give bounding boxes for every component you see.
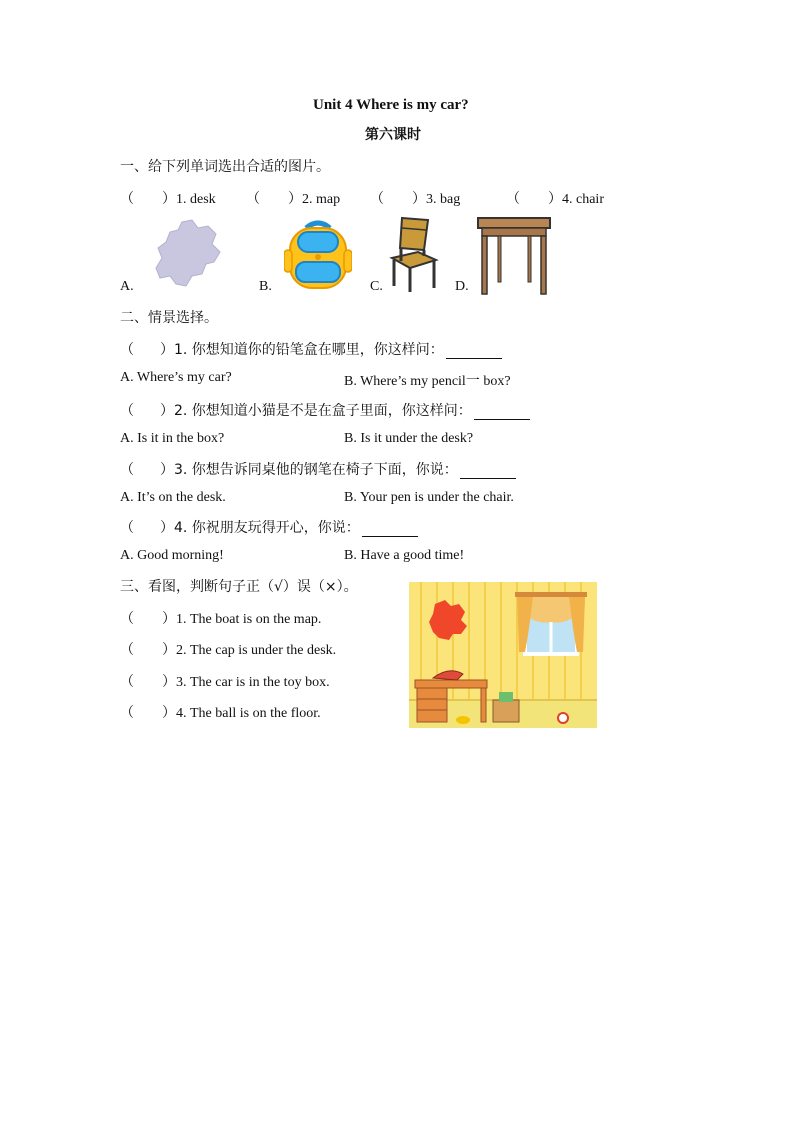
item-text: 3. bag [426,192,461,207]
close-paren: ） [412,191,426,207]
open-paren: （ [120,611,134,627]
close-paren: ） [162,674,176,690]
close-paren: ） [160,403,174,419]
close-paren: ） [162,705,176,721]
item-text: 2. The cap is under the desk. [176,643,337,658]
close-paren: ） [162,191,176,207]
question-text: 1. 你想知道你的铅笔盒在哪里，你这样问： [174,342,444,358]
open-paren: （ [120,520,134,536]
section3-item [120,671,330,691]
option-a: A. It’s on the desk. [120,490,226,505]
section3-heading: 三、看图，判断句子正（√）误（×）。 [120,579,358,595]
option-b: B. Have a good time! [344,548,465,563]
section2-question [120,400,530,420]
close-paren: ） [162,642,176,658]
section1-item [246,188,340,208]
backpack-icon [284,220,352,292]
item-text: 4. The ball is on the floor. [176,706,321,721]
option-label-c: C. [370,279,383,294]
question-text: 3. 你想告诉同桌他的钢笔在椅子下面，你说： [174,462,458,478]
section1-item [506,188,604,208]
map-icon [152,218,224,290]
question-text: 2. 你想知道小猫是不是在盒子里面，你这样问： [174,403,472,419]
open-paren: （ [120,191,134,207]
close-paren: ） [288,191,302,207]
item-text: 1. desk [176,192,216,207]
option-a: A. Where’s my car? [120,370,232,385]
item-text: 3. The car is in the toy box. [176,675,330,690]
open-paren: （ [370,191,384,207]
option-label-a: A. [120,279,134,294]
section1-item [120,188,216,208]
option-b: B. Where’s my pencil一 box? [344,374,511,389]
section3-item [120,702,321,722]
room-scene-illustration [409,582,597,728]
option-label-d: D. [455,279,469,294]
open-paren: （ [120,403,134,419]
section1-heading: 一、给下列单词选出合适的图片。 [120,159,330,175]
page-subtitle: 第六课时 [365,127,421,143]
open-paren: （ [120,674,134,690]
open-paren: （ [506,191,520,207]
close-paren: ） [548,191,562,207]
section3-item [120,639,336,659]
close-paren: ） [162,611,176,627]
section2-heading: 二、情景选择。 [120,310,218,326]
answer-blank[interactable] [460,464,516,479]
item-text: 1. The boat is on the map. [176,612,322,627]
open-paren: （ [120,342,134,358]
option-b: B. Your pen is under the chair. [344,490,514,505]
option-label-b: B. [259,279,272,294]
item-text: 4. chair [562,192,604,207]
answer-blank[interactable] [362,522,418,537]
chair-icon [388,216,440,294]
open-paren: （ [120,462,134,478]
close-paren: ） [160,342,174,358]
question-text: 4. 你祝朋友玩得开心，你说： [174,520,360,536]
item-text: 2. map [302,192,341,207]
option-b: B. Is it under the desk? [344,431,474,446]
section3-item [120,608,321,628]
answer-blank[interactable] [446,344,502,359]
open-paren: （ [120,705,134,721]
option-a: A. Is it in the box? [120,431,225,446]
section1-item [370,188,460,208]
open-paren: （ [246,191,260,207]
desk-icon [476,216,552,296]
close-paren: ） [160,520,174,536]
answer-blank[interactable] [474,405,530,420]
page-title: Unit 4 Where is my car? [313,97,469,113]
section2-question [120,459,516,479]
open-paren: （ [120,642,134,658]
section2-question [120,339,502,359]
close-paren: ） [160,462,174,478]
section2-question [120,517,418,537]
option-a: A. Good morning! [120,548,224,563]
